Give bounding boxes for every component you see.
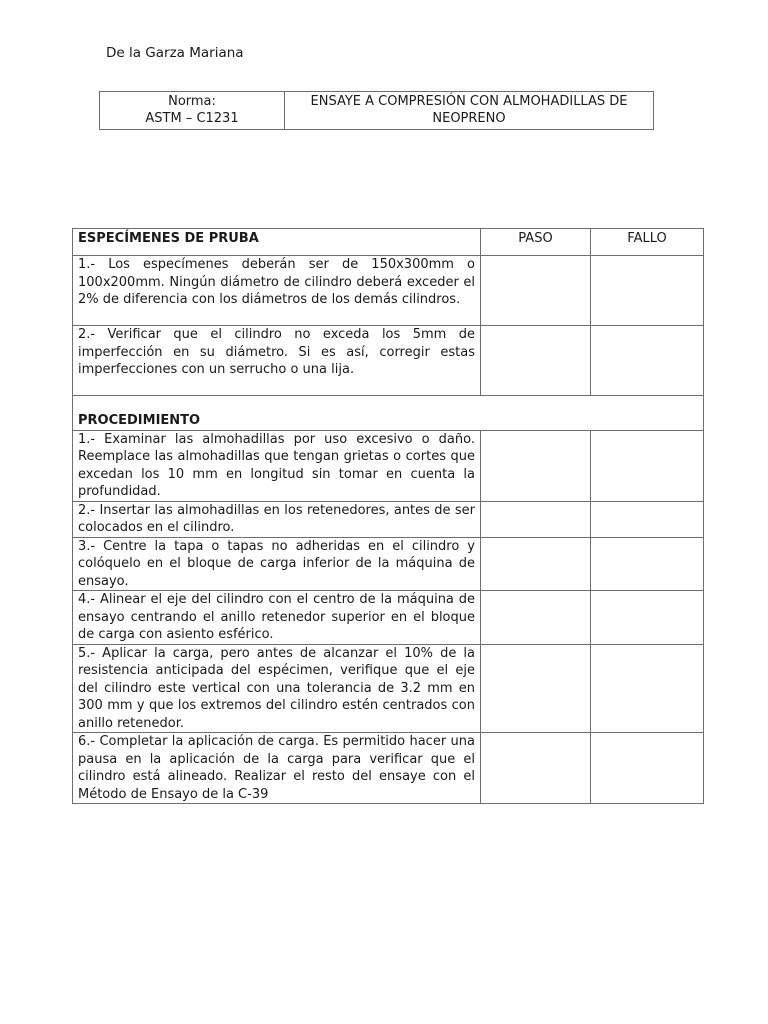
table-row [73, 430, 704, 501]
checklist-table [72, 228, 704, 804]
procedure-item-1: 1.- Examinar las almohadillas por uso excesivo o daño. Reemplace las almohadillas que tengan grietas o cortes que excedan los 10 mm en longitud sin tomar en cuenta la profundidad. [73, 430, 481, 501]
table-row [73, 591, 704, 645]
norm-code: ASTM – C1231 [145, 111, 239, 126]
pass-checkbox-cell[interactable] [481, 591, 591, 645]
specimens-section-title: ESPECÍMENES DE PRUBA [73, 229, 481, 256]
specimen-item-2: 2.- Verificar que el cilindro no exceda los 5mm de imperfección en su diámetro. Si es así, corregir estas imperfecciones con un serrucho o una lija. [73, 326, 481, 396]
pass-checkbox-cell[interactable] [481, 326, 591, 396]
pass-column-header: PASO [481, 229, 591, 256]
pass-checkbox-cell[interactable] [481, 537, 591, 591]
norm-header-table [99, 91, 654, 130]
pass-checkbox-cell[interactable] [481, 644, 591, 733]
pass-checkbox-cell[interactable] [481, 430, 591, 501]
procedure-header-row [73, 396, 704, 431]
fail-checkbox-cell[interactable] [591, 733, 704, 804]
fail-checkbox-cell[interactable] [591, 537, 704, 591]
procedure-item-4: 4.- Alinear el eje del cilindro con el centro de la máquina de ensayo centrando el anillo retenedor superior en el bloque de carga con asiento esférico. [73, 591, 481, 645]
table-row [73, 644, 704, 733]
table-row [73, 733, 704, 804]
header-row [73, 229, 704, 256]
norm-label: Norma: [168, 94, 216, 109]
table-row [73, 256, 704, 326]
pass-checkbox-cell[interactable] [481, 501, 591, 537]
fail-checkbox-cell[interactable] [591, 501, 704, 537]
procedure-item-2: 2.- Insertar las almohadillas en los retenedores, antes de ser colocados en el cilindro. [73, 501, 481, 537]
procedure-section-title: PROCEDIMIENTO [73, 396, 591, 431]
author-name: De la Garza Mariana [106, 45, 244, 61]
fail-checkbox-cell[interactable] [591, 256, 704, 326]
table-row [73, 501, 704, 537]
test-title: ENSAYE A COMPRESIÓN CON ALMOHADILLAS DE NEOPRENO [285, 92, 654, 130]
procedure-item-3: 3.- Centre la tapa o tapas no adheridas en el cilindro y colóquelo en el bloque de carga inferior de la máquina de ensayo. [73, 537, 481, 591]
procedure-item-6: 6.- Completar la aplicación de carga. Es permitido hacer una pausa en la aplicación de la carga para verificar que el cilindro está alineado. Realizar el resto del ensaye con el Método de Ensayo de la C-39 [73, 733, 481, 804]
pass-checkbox-cell[interactable] [481, 256, 591, 326]
specimen-item-1: 1.- Los especímenes deberán ser de 150x300mm o 100x200mm. Ningún diámetro de cilindro deberá exceder el 2% de diferencia con los diámetros de los demás cilindros. [73, 256, 481, 326]
table-row [73, 326, 704, 396]
norm-cell [100, 92, 285, 130]
fail-checkbox-cell[interactable] [591, 644, 704, 733]
fail-checkbox-cell[interactable] [591, 326, 704, 396]
table-row [73, 537, 704, 591]
fail-checkbox-cell[interactable] [591, 591, 704, 645]
pass-checkbox-cell[interactable] [481, 733, 591, 804]
procedure-header-blank [591, 396, 704, 431]
fail-column-header: FALLO [591, 229, 704, 256]
fail-checkbox-cell[interactable] [591, 430, 704, 501]
procedure-item-5: 5.- Aplicar la carga, pero antes de alcanzar el 10% de la resistencia anticipada del espécimen, verifique que el eje del cilindro este vertical con una tolerancia de 3.2 mm en 300 mm y que los extremos del cilindro estén centrados con anillo retenedor. [73, 644, 481, 733]
